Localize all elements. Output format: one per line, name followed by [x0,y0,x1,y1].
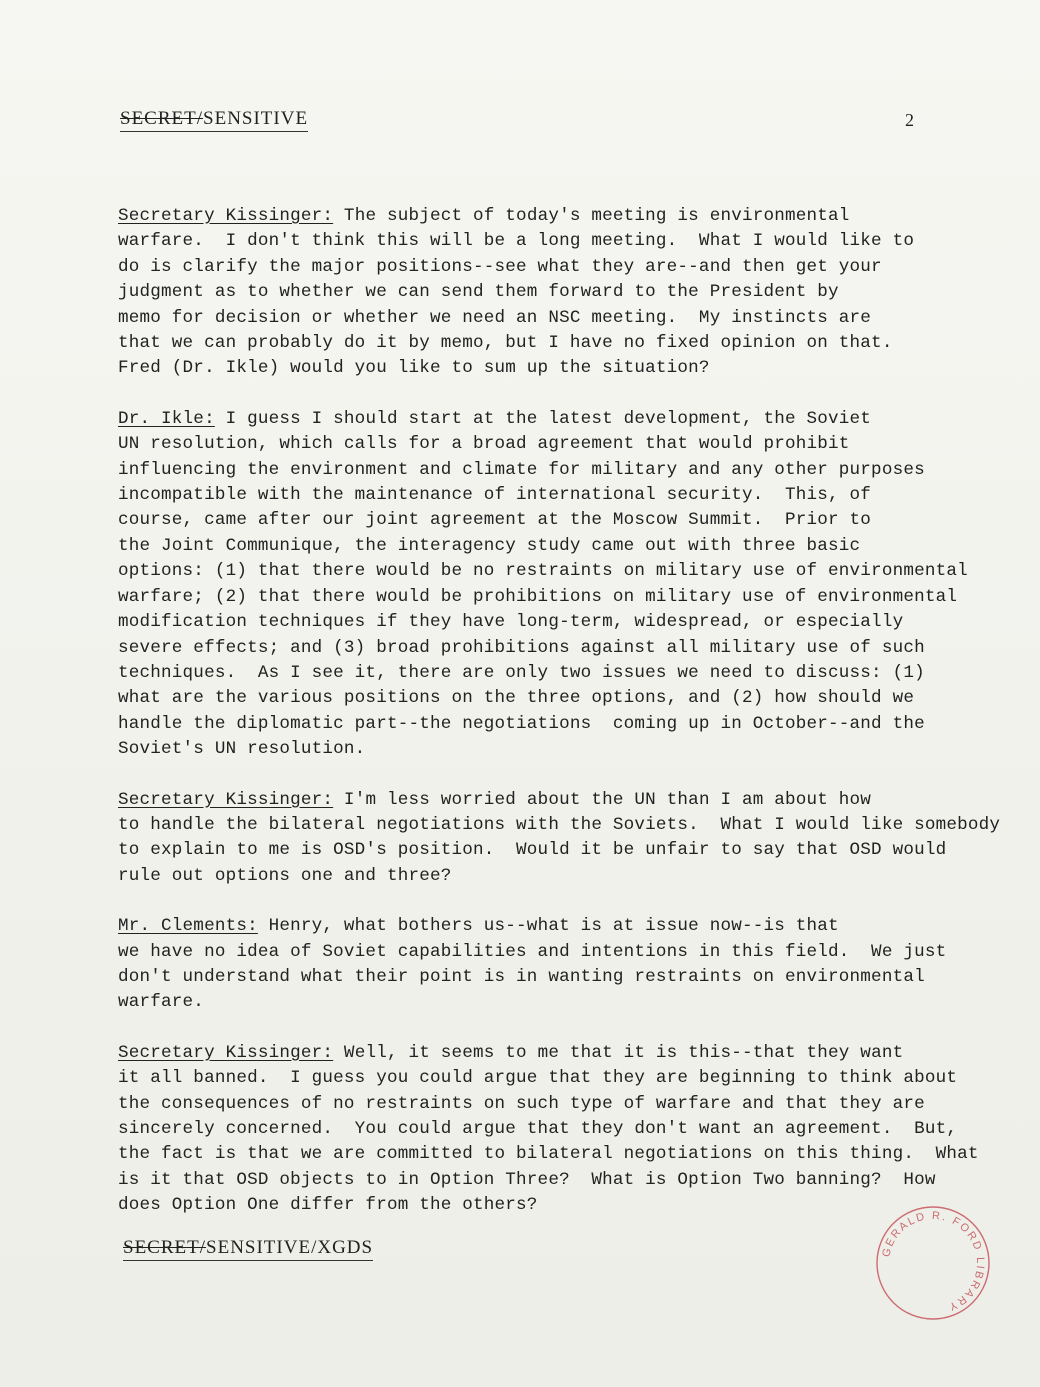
line-text: don't understand what their point is in wanting restraints on environmental [118,966,925,987]
speaker-name: Mr. Clements: [118,916,258,937]
speaker-name: Secretary Kissinger: [118,206,334,226]
dialogue-paragraph [118,1041,1028,1219]
line-text: does Option One differ from the others? [118,1195,538,1216]
line-text: the Joint Communique, the interagency study came out with three basic [118,535,861,556]
line-text: to handle the bilateral negotiations with the Soviets. What I would like somebody [118,814,1001,835]
dialogue-paragraph [118,407,1028,763]
text-line [118,813,1028,838]
text-line [118,737,1028,762]
stamp-text: GERALD R. FORD LIBRARY [880,1209,987,1314]
page-number: 2 [905,110,914,130]
line-text: the consequences of no restraints on such type of warfare and that they are [118,1093,925,1114]
line-text: Well, it seems to me that it is this--that they want [333,1042,904,1063]
line-text: what are the various positions on the three options, and (2) how should we [118,688,915,709]
text-line [118,458,1028,483]
text-line [118,407,1028,432]
footer-classification-label: SENSITIVE/XGDS [206,1237,374,1258]
line-text: is it that OSD objects to in Option Three? What is Option Two banning? How [118,1169,936,1190]
text-line [118,788,1028,813]
text-line [118,280,1028,305]
text-line [118,940,1028,965]
line-text: incompatible with the maintenance of international security. This, of [118,485,872,506]
line-text: that we can probably do it by memo, but I have no fixed opinion on that. [118,333,893,354]
speaker-name: Secretary Kissinger: [118,1042,334,1063]
line-text: Fred (Dr. Ikle) would you like to sum up the situation? [118,358,710,379]
line-text: UN resolution, which calls for a broad agreement that would prohibit [118,434,850,455]
header-classification [120,108,308,132]
line-text: warfare; (2) that there would be prohibitions on military use of environmental [118,586,958,607]
line-text: memo for decision or whether we need an NSC meeting. My instincts are [118,307,872,328]
line-text: rule out options one and three? [118,865,452,886]
text-line [118,534,1028,559]
text-line [118,255,1028,280]
text-line [118,661,1028,686]
struck-classification: SECRET/ [120,108,204,129]
line-text: judgment as to whether we can send them forward to the President by [118,282,839,303]
text-line [118,356,1028,381]
line-text: warfare. [118,992,205,1013]
text-line [118,1142,1028,1167]
line-text: to explain to me is OSD's position. Would it be unfair to say that OSD would [118,840,947,861]
text-line [118,1041,1028,1066]
text-line [118,965,1028,990]
text-line [118,559,1028,584]
line-text: Soviet's UN resolution. [118,739,366,760]
text-line [118,432,1028,457]
speaker-name: Secretary Kissinger: [118,789,334,810]
text-line [118,1117,1028,1142]
line-text: Henry, what bothers us--what is at issue now--is that [257,916,839,937]
text-line [118,864,1028,889]
classification-label: SENSITIVE [203,108,309,129]
line-text: modification techniques if they have long-term, widespread, or especially [118,612,904,633]
line-text: do is clarify the major positions--see what they are--and then get your [118,256,882,277]
dialogue-paragraph [118,204,1028,382]
line-text: I'm less worried about the UN than I am about how [333,789,872,810]
text-line [118,585,1028,610]
dialogue-paragraph [118,788,1028,890]
text-line [118,483,1028,508]
text-line [118,636,1028,661]
line-text: sincerely concerned. You could argue that they don't want an agreement. But, [118,1119,958,1139]
line-text: options: (1) that there would be no restraints on military use of environmental [118,561,968,582]
line-text: the fact is that we are committed to bilateral negotiations on this thing. What [118,1144,979,1165]
line-text: severe effects; and (3) broad prohibitions against all military use of such [118,637,925,658]
text-line [118,229,1028,254]
text-line [118,306,1028,331]
footer-classification [123,1237,373,1261]
text-line [118,1066,1028,1091]
speaker-name: Dr. Ikle: [118,408,215,429]
text-line [118,331,1028,356]
text-line [118,712,1028,737]
line-text: we have no idea of Soviet capabilities and intentions in this field. We just [118,941,947,962]
line-text: handle the diplomatic part--the negotiations coming up in October--and the [118,713,925,734]
text-line [118,838,1028,863]
text-line [118,914,1028,939]
line-text: I guess I should start at the latest development, the Soviet [214,408,872,429]
text-line [118,1168,1028,1193]
line-text: influencing the environment and climate for military and any other purposes [118,459,925,480]
footer-struck-classification: SECRET/ [123,1237,207,1258]
line-text: course, came after our joint agreement at the Moscow Summit. Prior to [118,510,872,531]
line-text: techniques. As I see it, there are only two issues we need to discuss: (1) [118,662,925,683]
text-line [118,990,1028,1015]
text-line [118,508,1028,533]
text-line [118,610,1028,635]
text-line [118,204,1028,229]
line-text: it all banned. I guess you could argue that they are beginning to think about [118,1068,958,1089]
ford-library-stamp [868,1198,998,1328]
line-text: The subject of today's meeting is environmental [333,206,850,226]
dialogue-paragraph [118,914,1028,1016]
text-line [118,686,1028,711]
text-line [118,1092,1028,1117]
memo-body [118,204,1028,1244]
line-text: warfare. I don't think this will be a long meeting. What I would like to [118,231,915,252]
